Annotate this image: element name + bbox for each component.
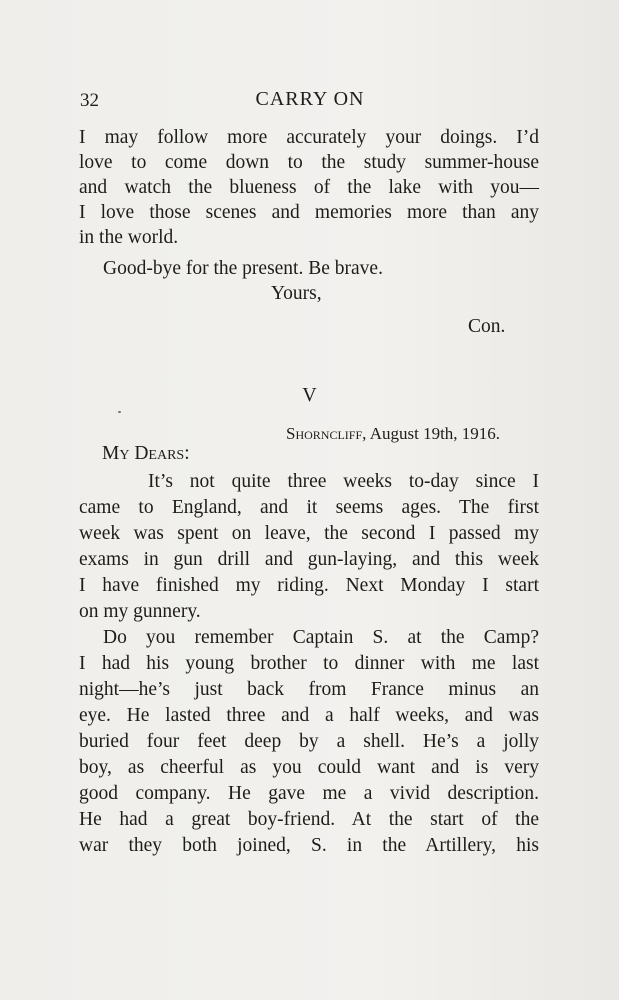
section-numeral: V [302, 384, 317, 406]
text-line: I may follow more accurately your doings. I’d [79, 127, 539, 148]
ink-speck [118, 411, 121, 413]
text-line: came to England, and it seems ages. The first [79, 497, 539, 518]
text-line: I have finished my riding. Next Monday I start [79, 575, 539, 596]
text-line: on my gunnery. [79, 601, 201, 622]
closing-line: Good-bye for the present. Be brave. [103, 258, 383, 279]
text-line: I love those scenes and memories more than any [79, 202, 539, 223]
text-line: buried four feet deep by a shell. He’s a jolly [79, 731, 539, 752]
text-line: love to come down to the study summer-house [79, 152, 539, 173]
text-line: night—he’s just back from France minus an [79, 679, 539, 700]
page-header [80, 88, 540, 112]
text-line: in the world. [79, 227, 179, 248]
text-line: I had his young brother to dinner with me last [79, 653, 539, 674]
text-line: He had a great boy-friend. At the start of the [79, 809, 539, 830]
running-title: CARRY ON [255, 88, 365, 110]
dateline-date: August 19th, 1916. [369, 424, 501, 443]
page-number: 32 [80, 90, 99, 111]
sign-off: Yours, [271, 283, 322, 304]
signature: Con. [468, 316, 506, 337]
text-line: week was spent on leave, the second I passed my [79, 523, 539, 544]
dateline-place: Shorncliff, [286, 424, 367, 443]
text-line: It’s not quite three weeks to-day since I [148, 471, 539, 492]
dateline [286, 424, 500, 444]
salutation: My Dears: [102, 443, 190, 464]
text-line: war they both joined, S. in the Artillery, his [79, 835, 539, 856]
text-line: Do you remember Captain S. at the Camp? [103, 627, 539, 648]
text-line: boy, as cheerful as you could want and is very [79, 757, 539, 778]
text-line: eye. He lasted three and a half weeks, and was [79, 705, 539, 726]
text-line: exams in gun drill and gun-laying, and this week [79, 549, 539, 570]
text-line: and watch the blueness of the lake with you— [79, 177, 539, 198]
text-line: good company. He gave me a vivid description. [79, 783, 539, 804]
